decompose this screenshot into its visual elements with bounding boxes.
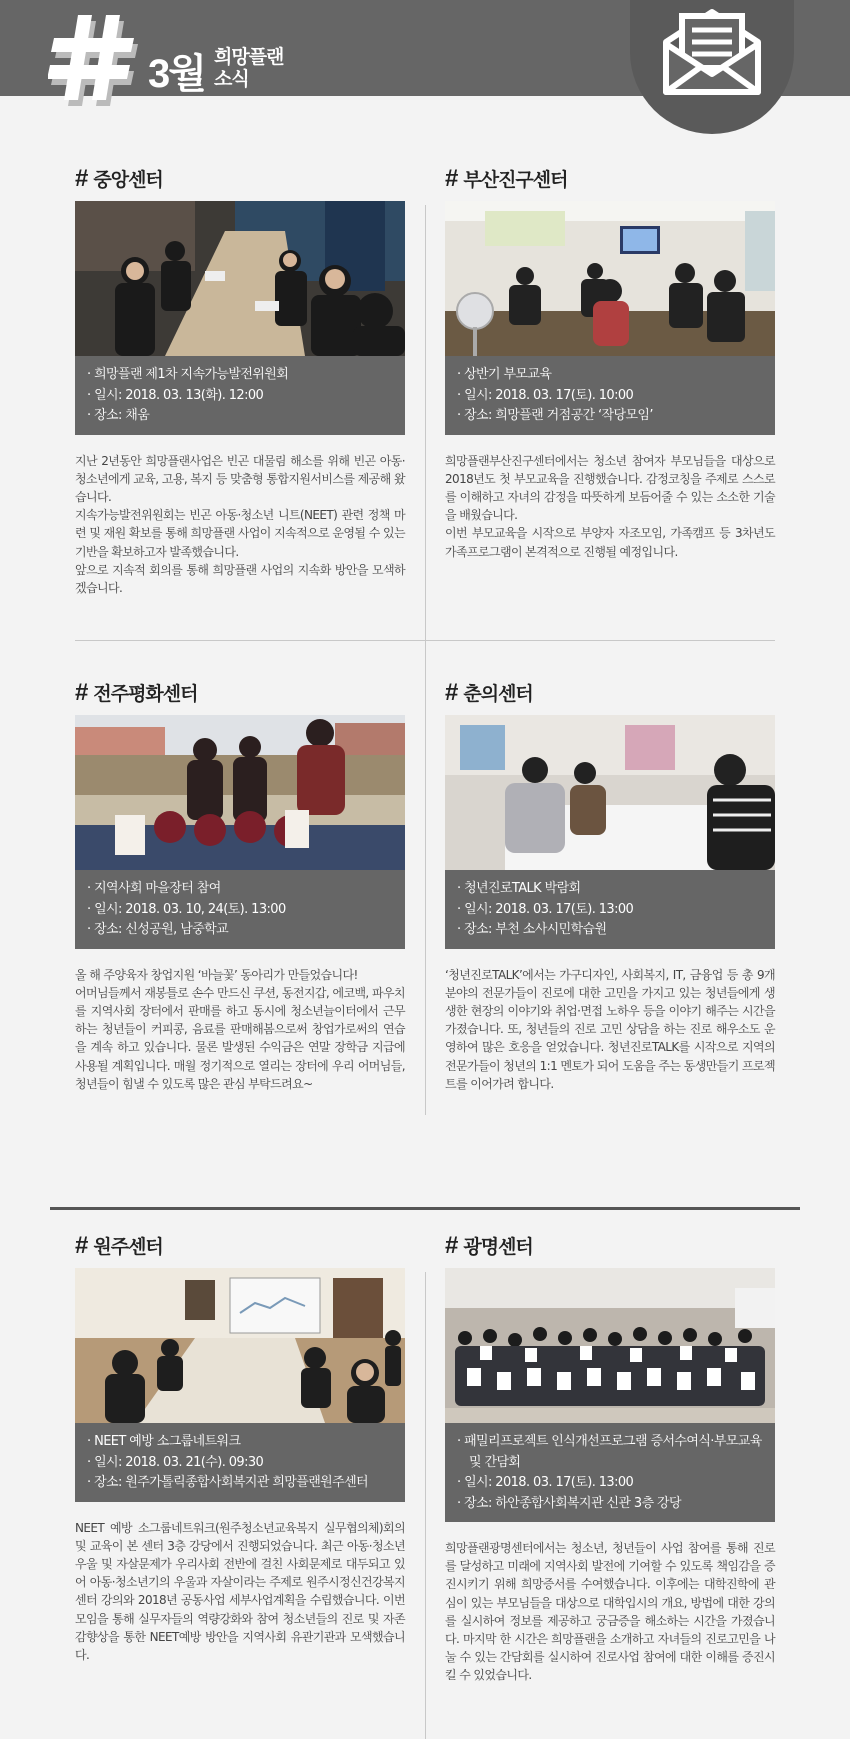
event-name: · 상반기 부모교육 [457,367,552,382]
event-place: · 장소: 신성공원, 남중학교 [87,922,229,937]
event-date: · 일시: 2018. 03. 17(토). 13:00 [457,1475,634,1490]
section-chunui [445,679,775,1093]
section-jeonju [75,679,405,1093]
section-title: # 춘의센터 [445,679,533,706]
event-info-box [445,356,775,435]
column-divider [425,205,426,1115]
event-name: · NEET 예방 소그룹네트워크 [87,1434,241,1449]
event-place: · 장소: 부천 소사시민학습원 [457,922,607,937]
body-paragraph: NEET 예방 소그룹네트워크(원주청소년교육복지 실무협의체)회의 및 교육이 본 센터 3층 강당에서 진행되었습니다. 최근 아동·청소년 우울 및 자살문제가 우리사회 전반에 걸친 사회문제로 대두되고 있어 아동·청소년기의 우울과 자살이라는 주제로 원주시정신건강복지센터 강의와 2018년 공동사업 세부사업계획을 수립했습니다. 이번 모임을 통해 실무자들의 역량강화와 참여 청소년들의 진로 및 자존감향상을 통한 NEET예방 방안을 지역사회 유관기관과 모색했습니다. [75,1520,405,1662]
section-body [75,1519,405,1665]
body-paragraph: 희망플랜광명센터에서는 청소년, 청년들이 사업 참여를 통해 진로를 달성하고 미래에 지역사회 발전에 기여할 수 있도록 책임감을 증진시키기 위해 희망증서를 수여했습니다. 이후에는 대학진학에 관심이 있는 부모님들을 대상으로 대학입시의 개요, 방법에 대한 강의를 실시하여 정보를 제공하고 궁금증을 해소하는 시간을 가졌습니다. 마지막 한 시간은 희망플랜을 소개하고 자녀들의 진로고민을 나눌 수 있는 간담회를 실시하여 진로사업 참여에 대한 이해를 증진시킬 수 있었습니다. [445,1541,775,1683]
event-info-box [445,870,775,949]
event-date: · 일시: 2018. 03. 10, 24(토). 13:00 [87,901,286,917]
event-place: · 장소: 원주가톨릭종합사회복지관 희망플랜원주센터 [87,1475,368,1490]
month-label: 3월 [148,52,205,96]
event-date: · 일시: 2018. 03. 17(토). 10:00 [457,387,634,403]
event-info-box [75,356,405,435]
parent-education-photo [445,201,775,356]
body-paragraph: 올 해 주양육자 창업지원 ‘바늘꽃’ 동아리가 만들었습니다! 어머님들께서 재봉틀로 손수 만드신 쿠션, 동전지갑, 에코백, 파우치를 지역사회 장터에서 판매를 하고 동시에 청소년늘이터에서 근무하는 청년들이 커피콩, 음료를 판매해봄으로써 창업가로써의 연습을 계속 하고 있습니다. 물론 발생된 수익금은 연말 장학금 지급에 사용될 계획입니다. 매월 정기적으로 열리는 장터에 우리 어머님들, 청년들이 힘낼 수 있도록 많은 관심 부탁드려요~ [75,967,405,1091]
section-body [445,1539,775,1685]
meeting-photo [75,201,405,356]
section-gwangmyeong [445,1232,775,1685]
section-busanjingu [445,165,775,561]
mail-icon [660,8,764,96]
group-photo [445,1268,775,1423]
event-info-box [75,1423,405,1502]
section-body [445,452,775,561]
event-name: · 패밀리프로젝트 인식개선프로그램 증서수여식·부모교육 및 간담회 [457,1434,762,1470]
section-title: # 원주센터 [75,1232,163,1259]
header-banner [0,0,850,96]
subtitle-line-1: 희망플랜 [214,46,284,68]
event-place: · 장소: 채움 [87,408,150,423]
event-place: · 장소: 희망플랜 거점공간 ‘작당모임’ [457,408,653,423]
section-title: # 광명센터 [445,1232,533,1259]
subtitle-line-2: 소식 [214,68,249,90]
section-body [445,966,775,1093]
event-date: · 일시: 2018. 03. 21(수). 09:30 [87,1454,264,1470]
body-paragraph: 희망플랜부산진구센터에서는 청소년 참여자 부모님들을 대상으로 2018년도 첫 부모교육을 진행했습니다. 감정코칭을 주제로 스스로를 이해하고 자녀의 감정을 따뜻하게 보듬어줄 수 있는 소소한 기술을 배웠습니다. 이번 부모교육을 시작으로 부양자 자조모임, 가족캠프 등 3차년도 가족프로그램이 본격적으로 진행될 예정입니다. [445,453,775,559]
page-divider [50,1207,800,1210]
event-date: · 일시: 2018. 03. 13(화). 12:00 [87,387,264,403]
section-title: # 전주평화센터 [75,679,198,706]
market-photo [75,715,405,870]
column-divider [425,1272,426,1739]
section-jungang [75,165,405,597]
event-name: · 청년진로TALK 박람회 [457,881,581,896]
section-body [75,966,405,1093]
event-info-box [75,870,405,949]
network-meeting-photo [75,1268,405,1423]
body-paragraph: ‘청년진로TALK’에서는 가구디자인, 사회복지, IT, 금융업 등 총 9개 분야의 전문가들이 진로에 대한 고민을 가지고 있는 청년들에게 생생한 현장의 이야기와 취업·면접 노하우 등을 이야기 해주는 시간을 가졌습니다. 또, 청년들의 진로 고민 상담을 하는 진로 해우소도 운영하여 많은 호응을 얻었습니다. 청년진로TALK를 시작으로 지역의 전문가들이 청년의 1:1 멘토가 되어 도움을 주는 동생만들기 프로젝트를 이어가려 합니다. [445,967,775,1091]
body-paragraph: 지난 2년동안 희망플랜사업은 빈곤 대물림 해소를 위해 빈곤 아동·청소년에게 교육, 고용, 복지 등 맞춤형 통합지원서비스를 제공해 왔습니다. 지속가능발전위원회는 빈곤 아동·청소년 니트(NEET) 관련 정책 마련 및 재원 확보를 통해 희망플랜 사업이 지속적으로 운영될 수 있는 기반을 확보하고자 발족했습니다. 앞으로 지속적 회의를 통해 희망플랜 사업의 지속화 방안을 모색하겠습니다. [75,453,405,595]
event-info-box [445,1423,775,1522]
section-title: # 중앙센터 [75,165,163,192]
event-name: · 지역사회 마을장터 참여 [87,881,221,896]
section-wonju [75,1232,405,1664]
newsletter-subtitle [214,46,283,90]
event-name: · 희망플랜 제1차 지속가능발전위원회 [87,367,289,382]
section-body [75,452,405,598]
event-place: · 장소: 하안종합사회복지관 신관 3층 강당 [457,1495,681,1511]
career-talk-photo [445,715,775,870]
section-title: # 부산진구센터 [445,165,568,192]
row-divider [75,640,775,641]
event-date: · 일시: 2018. 03. 17(토). 13:00 [457,901,634,917]
hash-logo-icon [48,10,138,110]
